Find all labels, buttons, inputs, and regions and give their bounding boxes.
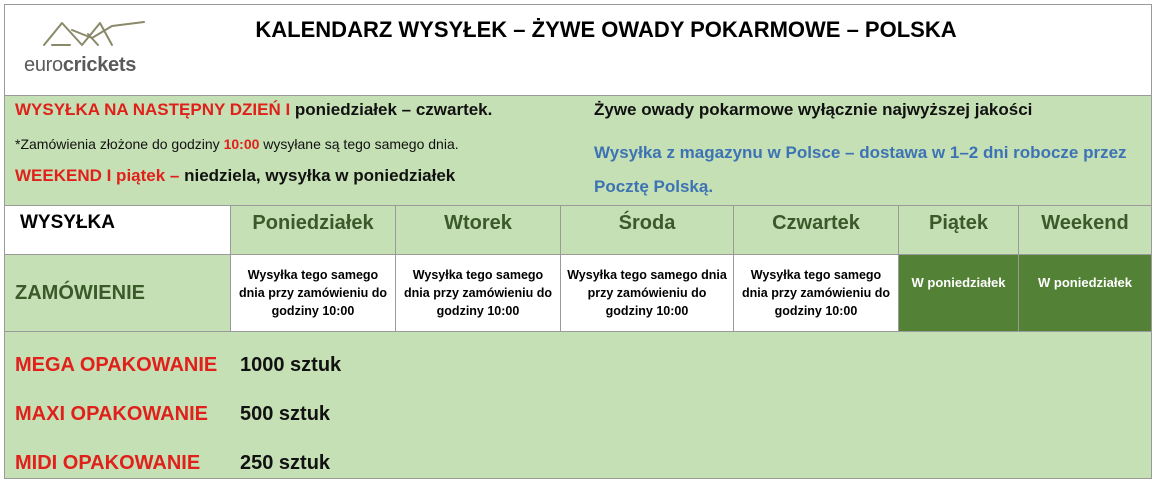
package-qty: 250 sztuk (240, 452, 331, 474)
day-monday: Poniedziałek (231, 206, 396, 255)
shipping-row-header: WYSYŁKA (4, 206, 231, 255)
package-qty: 500 sztuk (240, 403, 331, 425)
package-name: MAXI OPAKOWANIE (15, 403, 208, 425)
package-name: MIDI OPAKOWANIE (15, 452, 201, 474)
outer-frame (4, 4, 1152, 479)
quality-text: Żywe owady pokarmowe wyłącznie najwyższej jakości (594, 100, 1033, 119)
day-weekend: Weekend (1019, 206, 1152, 255)
package-name: MEGA OPAKOWANIE (15, 354, 218, 376)
order-thursday: Wysyłka tego samego dnia przy zamówieniu do godziny 10:00 (734, 255, 899, 332)
logo-wordmark: eurocrickets (24, 54, 137, 76)
package-qty: 1000 sztuk (240, 354, 342, 376)
order-monday: Wysyłka tego samego dnia przy zamówieniu do godziny 10:00 (231, 255, 396, 332)
day-thursday: Czwartek (734, 206, 899, 255)
order-friday: W poniedziałek (899, 255, 1019, 332)
order-row-header: ZAMÓWIENIE (4, 255, 231, 332)
order-tuesday: Wysyłka tego samego dnia przy zamówieniu do godziny 10:00 (396, 255, 561, 332)
order-wednesday: Wysyłka tego samego dnia przy zamówieniu do godziny 10:00 (561, 255, 734, 332)
day-friday: Piątek (899, 206, 1019, 255)
day-tuesday: Wtorek (396, 206, 561, 255)
order-note: *Zamówienia złożone do godziny 10:00 wysyłane są tego samego dnia. (15, 136, 459, 152)
page-title: KALENDARZ WYSYŁEK – ŻYWE OWADY POKARMOWE – POLSKA (255, 17, 957, 42)
day-wednesday: Środa (561, 206, 734, 255)
weekend-line: WEEKEND I piątek – niedziela, wysyłka w poniedziałek (15, 166, 456, 185)
warehouse-text: Wysyłka z magazynu w Polsce – dostawa w 1–2 dni robocze przez Pocztę Polską. (594, 143, 1127, 196)
next-day-line: WYSYŁKA NA NASTĘPNY DZIEŃ I poniedziałek – czwartek. (15, 100, 493, 119)
order-weekend: W poniedziałek (1019, 255, 1152, 332)
